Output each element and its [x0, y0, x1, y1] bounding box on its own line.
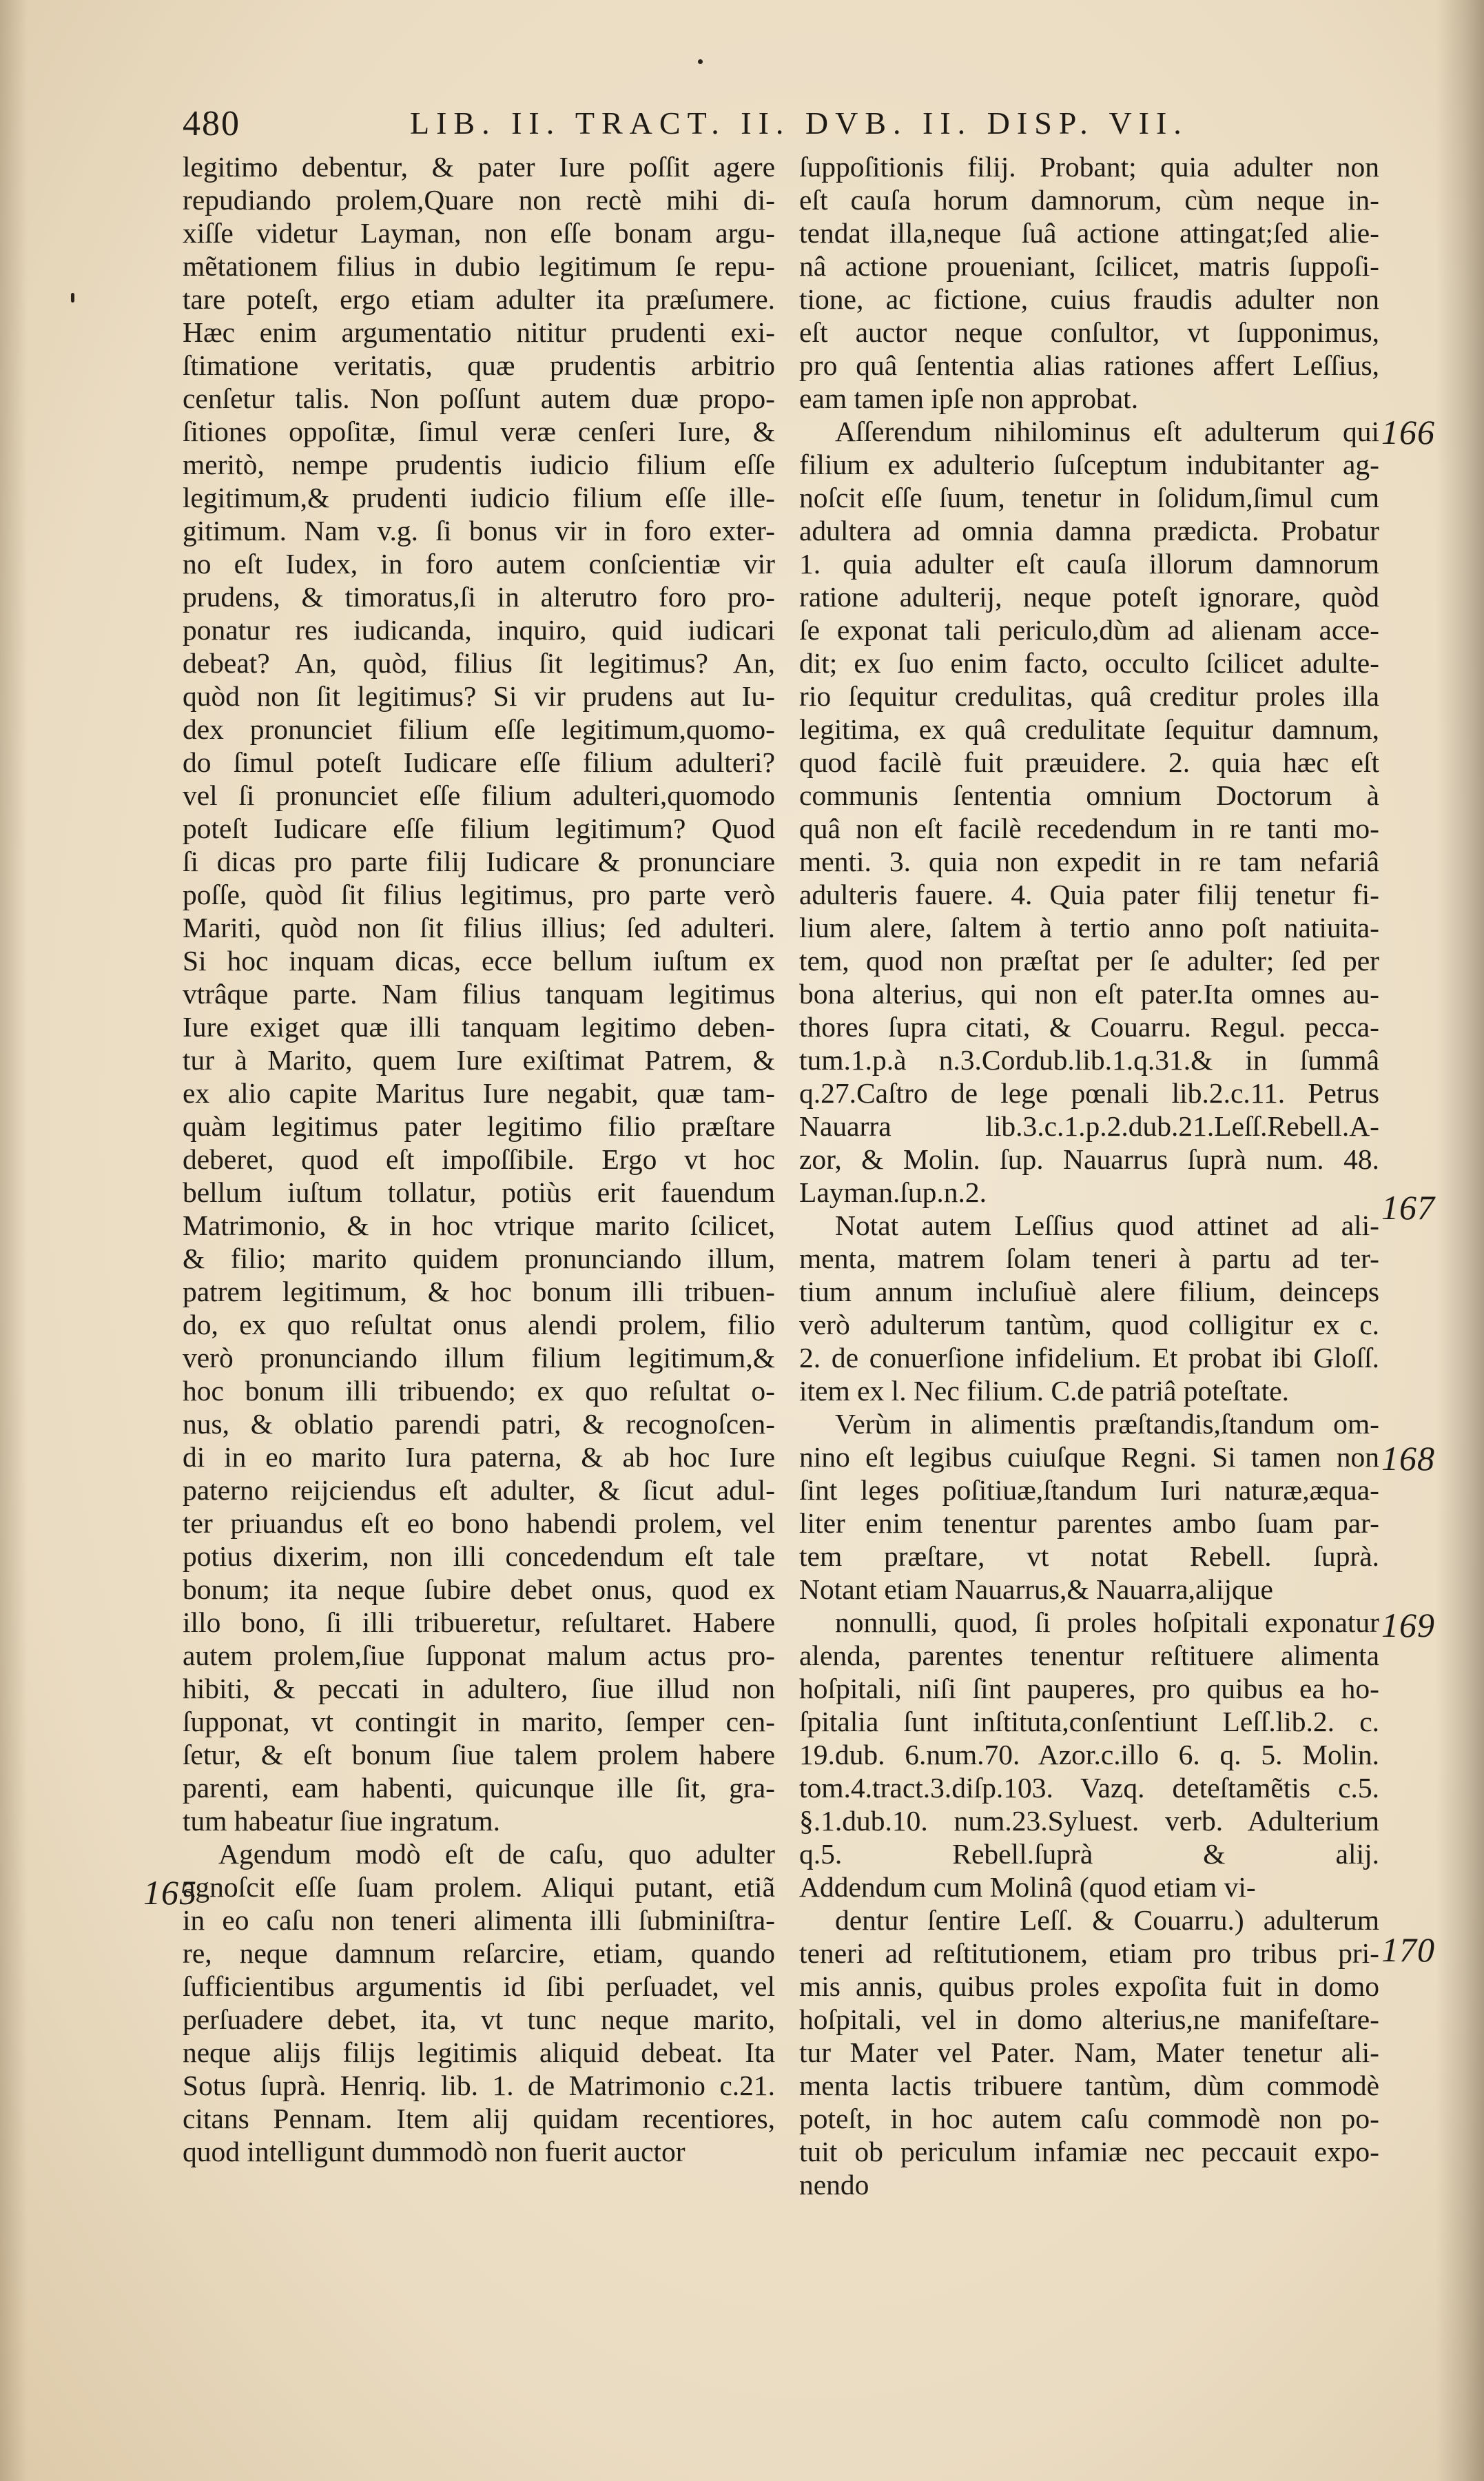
- text-line: thores ſupra citati, & Couarru. Regul. pecca-: [799, 1011, 1379, 1043]
- text-line: nino eſt legibus cuiuſque Regni. Si tamen non: [799, 1441, 1379, 1473]
- text-line: di in eo marito Iura paterna, & ab hoc Iure: [183, 1441, 775, 1473]
- text-line: verò adulterum tantùm, quod colligitur ex c.: [799, 1309, 1379, 1340]
- text-line: tom.4.tract.3.diſp.103. Vazq. deteſtamẽtis c.5.: [799, 1772, 1379, 1804]
- text-line: §.1.dub.10. num.23.Syluest. verb. Adulterium: [799, 1805, 1379, 1837]
- text-line: pro quâ ſententia alias rationes affert Leſſius,: [799, 349, 1379, 381]
- text-line: cenſetur talis. Non poſſunt autem duæ propo-: [183, 382, 775, 414]
- text-line: vel ſi pronunciet eſſe filium adulteri,quomodo: [183, 779, 775, 811]
- text-line: Matrimonio, & in hoc vtrique marito ſcilicet,: [183, 1209, 775, 1241]
- text-line: item ex l. Nec filium. C.de patriâ poteſtate.: [799, 1375, 1290, 1407]
- text-line: tione, ac fictione, cuius fraudis adulter non: [799, 283, 1379, 315]
- margin-number-167: 167: [1381, 1188, 1435, 1227]
- text-line: ſpitalia ſunt inſtituta,conſentiunt Leſſ.lib.2. c.: [799, 1706, 1379, 1737]
- text-line: potius dixerim, non illi concedendum eſt tale: [183, 1540, 775, 1572]
- text-line: patrem legitimum, & hoc bonum illi tribuen-: [183, 1276, 775, 1307]
- text-line: prudens, & timoratus,ſi in alterutro foro pro-: [183, 581, 775, 613]
- text-line: 2. de conuerſione infidelium. Et probat ibi Gloſſ.: [799, 1342, 1379, 1374]
- text-line: quâ non eſt facilè recedendum in re tanti mo-: [799, 813, 1379, 844]
- page-left-edge-shading: [0, 0, 28, 2481]
- margin-number-166: 166: [1381, 413, 1435, 451]
- text-line: & filio; marito quidem pronunciando illum,: [183, 1243, 775, 1274]
- text-line: debeat? An, quòd, filius ſit legitimus? An,: [183, 647, 775, 679]
- text-line: tuit ob periculum infamiæ nec peccauit expo-: [799, 2136, 1379, 2167]
- text-line: tur Mater vel Pater. Nam, Mater tenetur ali-: [799, 2036, 1379, 2068]
- text-line: gitimum. Nam v.g. ſi bonus vir in foro exter-: [183, 515, 775, 547]
- text-line: verò pronunciando illum filium legitimum,&: [183, 1342, 775, 1374]
- text-line: xiſſe videtur Layman, non eſſe bonam argu-: [183, 217, 775, 249]
- text-line: tem, quod non præſtat per ſe adulter; ſed per: [799, 945, 1379, 977]
- text-line: re, neque damnum reſarcire, etiam, quando: [183, 1937, 775, 1969]
- text-line: teneri ad reſtitutionem, etiam pro tribus pri-: [799, 1937, 1379, 1969]
- text-line: tur à Marito, quem Iure exiſtimat Patrem, &: [183, 1044, 775, 1076]
- text-line: quàm legitimus pater legitimo filio præſtare: [183, 1110, 775, 1142]
- margin-number-169: 169: [1381, 1606, 1435, 1644]
- text-line: neque alijs filijs legitimis aliquid debeat. Ita: [183, 2036, 775, 2068]
- text-line: adulteris fauere. 4. Quia pater filij tenetur fi-: [799, 879, 1379, 910]
- text-line: q.27.Caſtro de lege pœnali lib.2.c.11. Petrus: [799, 1077, 1379, 1109]
- text-line: autem prolem,ſiue ſupponat malum actus pro-: [183, 1640, 775, 1671]
- text-line: hoc bonum illi tribuendo; ex quo reſultat o-: [183, 1375, 775, 1407]
- text-line: ſe exponat tali periculo,dùm ad alienam acce-: [799, 614, 1379, 646]
- text-line: hoſpitali, vel in domo alterius,ne manifeſtare-: [799, 2003, 1379, 2035]
- text-line: legitima, ex quâ credulitate ſequitur damnum,: [799, 713, 1379, 745]
- text-line: no eſt Iudex, in foro autem conſcientiæ vir: [183, 548, 775, 580]
- text-line: ſi dicas pro parte filij Iudicare & pronunciare: [183, 846, 775, 877]
- text-line: dit; ex ſuo enim facto, occulto ſcilicet adulte-: [799, 647, 1379, 679]
- text-line: meritò, nempe prudentis iudicio filium eſſe: [183, 449, 775, 480]
- text-line: perſuadere debet, ita, vt tunc neque marito,: [183, 2003, 775, 2035]
- text-line: eſt cauſa horum damnorum, cùm neque in-: [799, 184, 1379, 216]
- text-line: liter enim tenentur parentes ambo ſuam par-: [799, 1507, 1379, 1539]
- text-line: nonnulli, quod, ſi proles hoſpitali exponatur: [835, 1606, 1379, 1638]
- text-line: ſupponat, vt contingit in marito, ſemper cen-: [183, 1706, 775, 1737]
- text-line: nâ actione proueniant, ſcilicet, matris ſuppoſi-: [799, 250, 1379, 282]
- text-line: q.5. Rebell.ſuprà & alij.: [799, 1838, 1379, 1870]
- text-line: dentur ſentire Leſſ. & Couarru.) adulterum: [835, 1904, 1379, 1936]
- text-line: quod facilè fuit præuidere. 2. quia hæc eſt: [799, 746, 1379, 778]
- text-line: adultera ad omnia damna prædicta. Probatur: [799, 515, 1379, 547]
- text-line: bellum iuſtum tollatur, potiùs erit fauendum: [183, 1176, 775, 1208]
- text-line: legitimum,& prudenti iudicio filium eſſe ille-: [183, 482, 775, 513]
- text-line: poteſt Iudicare eſſe filium legitimum? Quod: [183, 813, 775, 844]
- text-line: Aſſerendum nihilominus eſt adulterum qui: [835, 416, 1379, 447]
- text-line: menti. 3. quia non expedit in re tam nefariâ: [799, 846, 1379, 877]
- text-line: Verùm in alimentis præſtandis,ſtandum om-: [835, 1408, 1379, 1440]
- text-line: Sotus ſuprà. Henriq. lib. 1. de Matrimonio c.21.: [183, 2070, 775, 2101]
- text-line: bona alterius, qui non eſt pater.Ita omnes au-: [799, 978, 1379, 1010]
- margin-number-170: 170: [1381, 1930, 1435, 1969]
- text-line: Nauarra lib.3.c.1.p.2.dub.21.Leſſ.Rebell.A-: [799, 1110, 1379, 1142]
- ink-speck: [71, 293, 74, 303]
- text-line: Layman.ſup.n.2.: [799, 1176, 987, 1208]
- text-line: poſſe, quòd ſit filius legitimus, pro parte verò: [183, 879, 775, 910]
- text-line: ratione adulterij, neque poteſt ignorare, quòd: [799, 581, 1379, 613]
- text-line: tem præſtare, vt notat Rebell. ſuprà.: [799, 1540, 1379, 1572]
- text-line: ter priuandus eſt eo bono habendi prolem, vel: [183, 1507, 775, 1539]
- text-line: illo bono, ſi illi tribueretur, reſultaret. Habere: [183, 1606, 775, 1638]
- text-line: quod intelligunt dummodò non fuerit auctor: [183, 2136, 686, 2167]
- text-line: ex alio capite Maritus Iure negabit, quæ tam-: [183, 1077, 775, 1109]
- text-line: ſtimatione veritatis, quæ prudentis arbitrio: [183, 349, 775, 381]
- right-text-column: [799, 150, 1379, 2201]
- text-line: ſuppoſitionis filij. Probant; quia adulter non: [799, 151, 1379, 183]
- text-line: eſt auctor neque conſultor, vt ſupponimus,: [799, 316, 1379, 348]
- text-line: ſufficientibus argumentis id ſibi perſuadet, vel: [183, 1970, 775, 2002]
- text-line: tum habeatur ſiue ingratum.: [183, 1805, 500, 1837]
- text-line: hoſpitali, niſi ſint pauperes, pro quibus ea ho-: [799, 1673, 1379, 1704]
- text-line: in eo caſu non teneri alimenta illi ſubminiſtra-: [183, 1904, 775, 1936]
- text-line: paterno reijciendus eſt adulter, & ſicut adul-: [183, 1474, 775, 1506]
- text-line: agnoſcit eſſe ſuam prolem. Aliqui putant, etiã: [183, 1871, 775, 1903]
- text-line: repudiando prolem,Quare non rectè mihi di-: [183, 184, 775, 216]
- text-line: zor, & Molin. ſup. Nauarrus ſuprà num. 48.: [799, 1143, 1379, 1175]
- text-line: nendo: [799, 2169, 869, 2201]
- text-line: eam tamen ipſe non approbat.: [799, 382, 1139, 414]
- text-line: 19.dub. 6.num.70. Azor.c.illo 6. q. 5. Molin.: [799, 1739, 1379, 1770]
- text-line: tendat illa,neque ſuâ actione attingat;ſed alie-: [799, 217, 1379, 249]
- text-line: vtrâque parte. Nam filius tanquam legitimus: [183, 978, 775, 1010]
- text-line: lium alere, ſaltem à tertio anno poſt natiuita-: [799, 912, 1379, 943]
- text-line: menta lactis tribuere tantùm, dùm commodè: [799, 2070, 1379, 2101]
- text-line: Mariti, quòd non ſit filius illius; ſed adulteri.: [183, 912, 775, 943]
- text-line: deberet, quod eſt impoſſibile. Ergo vt hoc: [183, 1143, 775, 1175]
- text-line: legitimo debentur, & pater Iure poſſit agere: [183, 151, 775, 183]
- text-line: do ſimul poteſt Iudicare eſſe filium adulteri?: [183, 746, 775, 778]
- running-head: LIB. II. TRACT. II. DVB. II. DISP. VII.: [410, 105, 1188, 141]
- text-line: mẽtationem filius in dubio legitimum ſe repu-: [183, 250, 775, 282]
- text-line: bonum; ita neque ſubire debet onus, quod ex: [183, 1573, 775, 1605]
- page-header: [183, 103, 1368, 145]
- text-line: ponatur res iudicanda, inquiro, quid iudicari: [183, 614, 775, 646]
- text-line: Si hoc inquam dicas, ecce bellum iuſtum ex: [183, 945, 775, 977]
- text-line: noſcit eſſe ſuum, tenetur in ſolidum,ſimul cum: [799, 482, 1379, 513]
- text-line: ſetur, & eſt bonum ſiue talem prolem habere: [183, 1739, 775, 1770]
- text-line: Addendum cum Molinâ (quod etiam vi-: [799, 1871, 1256, 1903]
- text-line: parenti, eam habenti, quicunque ille ſit, gra-: [183, 1772, 775, 1804]
- text-line: Hæc enim argumentatio nititur prudenti exi-: [183, 316, 775, 348]
- text-line: tium annum incluſiuè alere filium, deinceps: [799, 1276, 1379, 1307]
- text-line: poteſt, in hoc autem caſu commodè non po-: [799, 2103, 1379, 2134]
- text-line: ſint leges poſitiuæ,ſtandum Iuri naturæ,æqua-: [799, 1474, 1379, 1506]
- text-line: do, ex quo reſultat onus alendi prolem, filio: [183, 1309, 775, 1340]
- left-text-column: [183, 150, 775, 2168]
- text-line: Agendum modò eſt de caſu, quo adulter: [218, 1838, 775, 1870]
- page-gutter-shadow: [1436, 0, 1484, 2481]
- ink-speck: [698, 59, 703, 64]
- margin-number-168: 168: [1381, 1439, 1435, 1478]
- text-line: Iure exiget quæ illi tanquam legitimo deben-: [183, 1011, 775, 1043]
- text-line: ſitiones oppoſitæ, ſimul veræ cenſeri Iure, &: [183, 416, 775, 447]
- text-line: nus, & oblatio parendi patri, & recognoſcen-: [183, 1408, 775, 1440]
- text-line: tare poteſt, ergo etiam adulter ita præſumere.: [183, 283, 775, 315]
- text-line: citans Pennam. Item alij quidam recentiores,: [183, 2103, 775, 2134]
- text-line: tum.1.p.à n.3.Cordub.lib.1.q.31.& in ſummâ: [799, 1044, 1379, 1076]
- text-line: Notant etiam Nauarrus,& Nauarra,alijque: [799, 1573, 1273, 1605]
- text-line: rio ſequitur credulitas, quâ creditur proles illa: [799, 680, 1379, 712]
- text-line: 1. quia adulter eſt cauſa illorum damnorum: [799, 548, 1379, 580]
- text-line: dex pronunciet filium eſſe legitimum,quomo-: [183, 713, 775, 745]
- text-line: communis ſententia omnium Doctorum à: [799, 779, 1379, 811]
- margin-number-165: 165: [143, 1873, 197, 1912]
- text-line: Notat autem Leſſius quod attinet ad ali-: [835, 1209, 1379, 1241]
- text-line: filium ex adulterio ſuſceptum indubitanter ag-: [799, 449, 1379, 480]
- text-line: alenda, parentes tenentur reſtituere alimenta: [799, 1640, 1379, 1671]
- page-number: 480: [183, 104, 240, 143]
- text-line: menta, matrem ſolam teneri à partu ad ter-: [799, 1243, 1379, 1274]
- text-line: quòd non ſit legitimus? Si vir prudens aut Iu-: [183, 680, 775, 712]
- text-line: mis annis, quibus proles expoſita fuit in domo: [799, 1970, 1379, 2002]
- text-line: hibiti, & peccati in adultero, ſiue illud non: [183, 1673, 775, 1704]
